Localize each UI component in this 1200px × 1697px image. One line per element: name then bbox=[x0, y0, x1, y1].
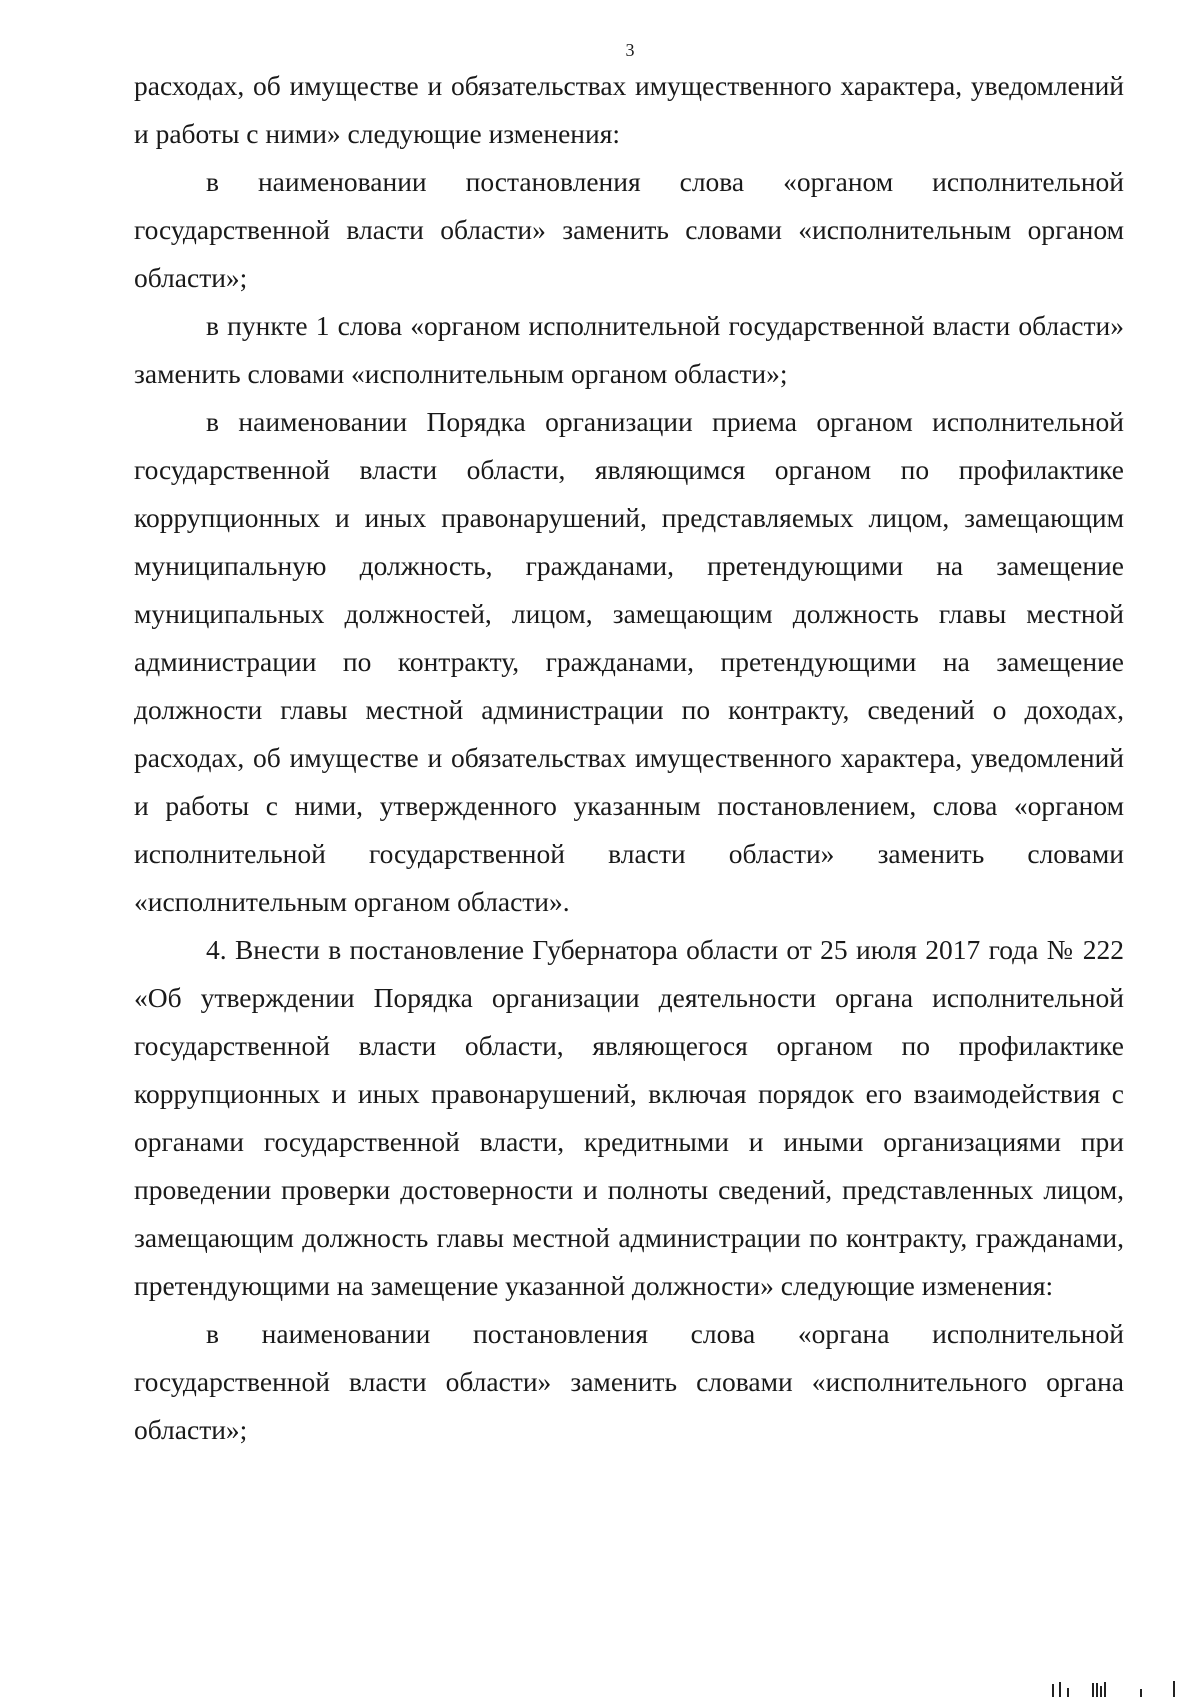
paragraph-4: в наименовании Порядка организации приема органом исполнительной государственной власти области, являющимся органом по профилактике коррупционных и иных правонарушений, представляемых лицом, замещающим муниципальную должность, гражданами, претендующими на замещение муниципальных должностей, лицом, замещающим должность главы местной администрации по контракту, гражданами, претендующими на замещение должности главы местной администрации по контракту, сведений о доходах, расходах, об имуществе и обязательствах имущественного характера, уведомлений и работы с ними, утвержденного указанным постановлением, слова «органом исполнительной государственной власти области» заменить словами «исполнительным органом области». bbox=[134, 406, 1124, 917]
page-number: 3 bbox=[625, 40, 635, 60]
paragraph-2: в наименовании постановления слова «органом исполнительной государственной власти области» заменить словами «исполнительным органом области»; bbox=[134, 166, 1124, 293]
document-body bbox=[134, 62, 1124, 1454]
paragraph-5: 4. Внести в постановление Губернатора области от 25 июля 2017 года № 222 «Об утверждении Порядка организации деятельности органа исполнительной государственной власти области, являющегося органом по профилактике коррупционных и иных правонарушений, включая порядок его взаимодействия с органами государственной власти, кредитными и иными организациями при проведении проверки достоверности и полноты сведений, представленных лицом, замещающим должность главы местной администрации по контракту, гражданами, претендующими на замещение указанной должности» следующие изменения: bbox=[134, 934, 1124, 1301]
paragraph-1: расходах, об имуществе и обязательствах имущественного характера, уведомлений и работы с ними» следующие изменения: bbox=[134, 70, 1124, 149]
scan-barcode-marks bbox=[1050, 1680, 1180, 1697]
paragraph-3: в пункте 1 слова «органом исполнительной государственной власти области» заменить словами «исполнительным органом области»; bbox=[134, 310, 1124, 389]
paragraph-6: в наименовании постановления слова «органа исполнительной государственной власти области» заменить словами «исполнительного органа области»; bbox=[134, 1318, 1124, 1445]
